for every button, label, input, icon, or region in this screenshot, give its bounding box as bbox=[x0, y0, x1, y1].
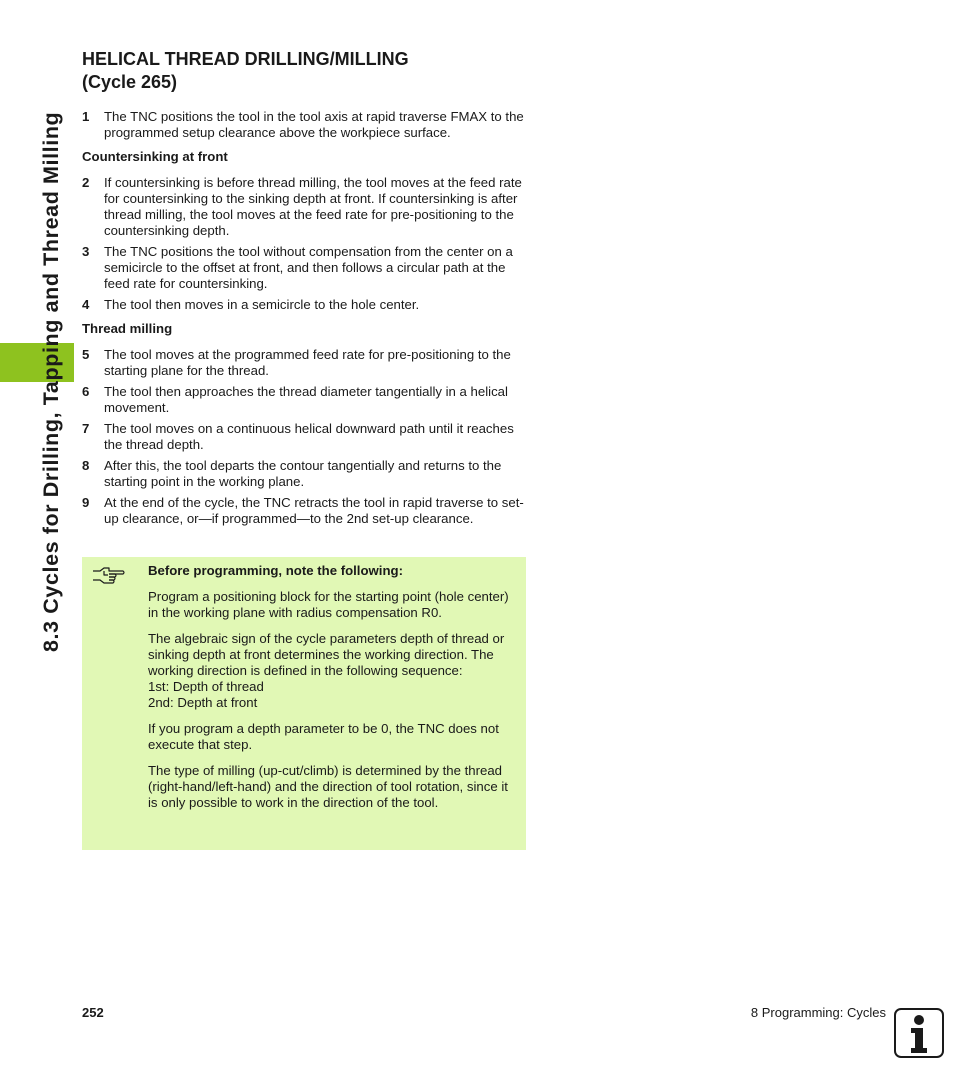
step-text: The tool then moves in a semicircle to the hole center. bbox=[104, 297, 420, 312]
step-text: The tool then approaches the thread diameter tangentially in a helical movement. bbox=[104, 384, 508, 415]
note-paragraph: If you program a depth parameter to be 0, the TNC does not execute that step. bbox=[148, 721, 499, 752]
thread-milling-steps bbox=[82, 347, 528, 527]
page-title bbox=[82, 48, 528, 94]
step-text: The TNC positions the tool in the tool axis at rapid traverse FMAX to the programmed setup clearance above the workpiece surface. bbox=[104, 109, 524, 140]
step-number: 5 bbox=[82, 347, 90, 362]
chapter-footer: 8 Programming: Cycles bbox=[750, 1005, 886, 1020]
step-item bbox=[82, 347, 528, 379]
page-number: 252 bbox=[82, 1005, 104, 1020]
sequence-item-1: 1st: Depth of thread bbox=[148, 679, 264, 694]
step-text: The TNC positions the tool without compensation from the center on a semicircle to the offset at front, and then follows a circular path at the feed rate for countersinking. bbox=[104, 244, 513, 291]
section-running-title: 8.3 Cycles for Drilling, Tapping and Thread Milling bbox=[39, 111, 63, 652]
pointing-hand-icon bbox=[92, 566, 126, 588]
note-paragraph: Program a positioning block for the starting point (hole center) in the working plane with radius compensation R0. bbox=[148, 589, 509, 620]
step-number: 9 bbox=[82, 495, 90, 510]
step-item bbox=[82, 109, 528, 141]
thread-milling-heading: Thread milling bbox=[82, 321, 173, 336]
info-icon[interactable] bbox=[894, 1008, 944, 1058]
programming-note-box bbox=[82, 557, 526, 850]
step-item bbox=[82, 495, 528, 527]
step-text: At the end of the cycle, the TNC retracts the tool in rapid traverse to set-up clearance, or—if programmed—to the 2nd set-up clearance. bbox=[104, 495, 524, 526]
step-item bbox=[82, 458, 528, 490]
step-number: 3 bbox=[82, 244, 90, 259]
page-title-line1: HELICAL THREAD DRILLING/MILLING bbox=[82, 49, 409, 69]
note-title: Before programming, note the following: bbox=[148, 563, 403, 578]
countersinking-heading: Countersinking at front bbox=[82, 149, 228, 164]
step-number: 8 bbox=[82, 458, 90, 473]
sequence-item-2: 2nd: Depth at front bbox=[148, 695, 258, 710]
step-item bbox=[82, 421, 528, 453]
step-number: 6 bbox=[82, 384, 90, 399]
note-paragraph-text: The algebraic sign of the cycle parameters depth of thread or sinking depth at front determines the working direction. The working direction is defined in the following sequence: bbox=[148, 631, 505, 678]
step-text: The tool moves on a continuous helical downward path until it reaches the thread depth. bbox=[104, 421, 514, 452]
note-paragraph: The type of milling (up-cut/climb) is determined by the thread (right-hand/left-hand) and the direction of tool rotation, since it is only possible to work in the direction of the tool. bbox=[148, 763, 508, 810]
main-content bbox=[82, 48, 528, 532]
step-item bbox=[82, 297, 528, 313]
note-paragraph-sequence bbox=[148, 631, 520, 711]
step-item bbox=[82, 244, 528, 292]
step-number: 7 bbox=[82, 421, 90, 436]
step-item bbox=[82, 384, 528, 416]
step-number: 4 bbox=[82, 297, 90, 312]
step-text: After this, the tool departs the contour tangentially and returns to the starting point in the working plane. bbox=[104, 458, 502, 489]
step-text: The tool moves at the programmed feed rate for pre-positioning to the starting plane for the thread. bbox=[104, 347, 511, 378]
countersinking-steps bbox=[82, 175, 528, 313]
page-title-line2: (Cycle 265) bbox=[82, 72, 178, 92]
step-item bbox=[82, 175, 528, 239]
step-text: If countersinking is before thread milling, the tool moves at the feed rate for countersinking to the sinking depth at front. If countersinking is after thread milling, the tool moves at the feed rate for pre-positioning to the countersinking depth. bbox=[104, 175, 522, 238]
step-number: 2 bbox=[82, 175, 90, 190]
step-number: 1 bbox=[82, 109, 90, 124]
intro-steps bbox=[82, 109, 528, 141]
note-body bbox=[148, 563, 520, 821]
